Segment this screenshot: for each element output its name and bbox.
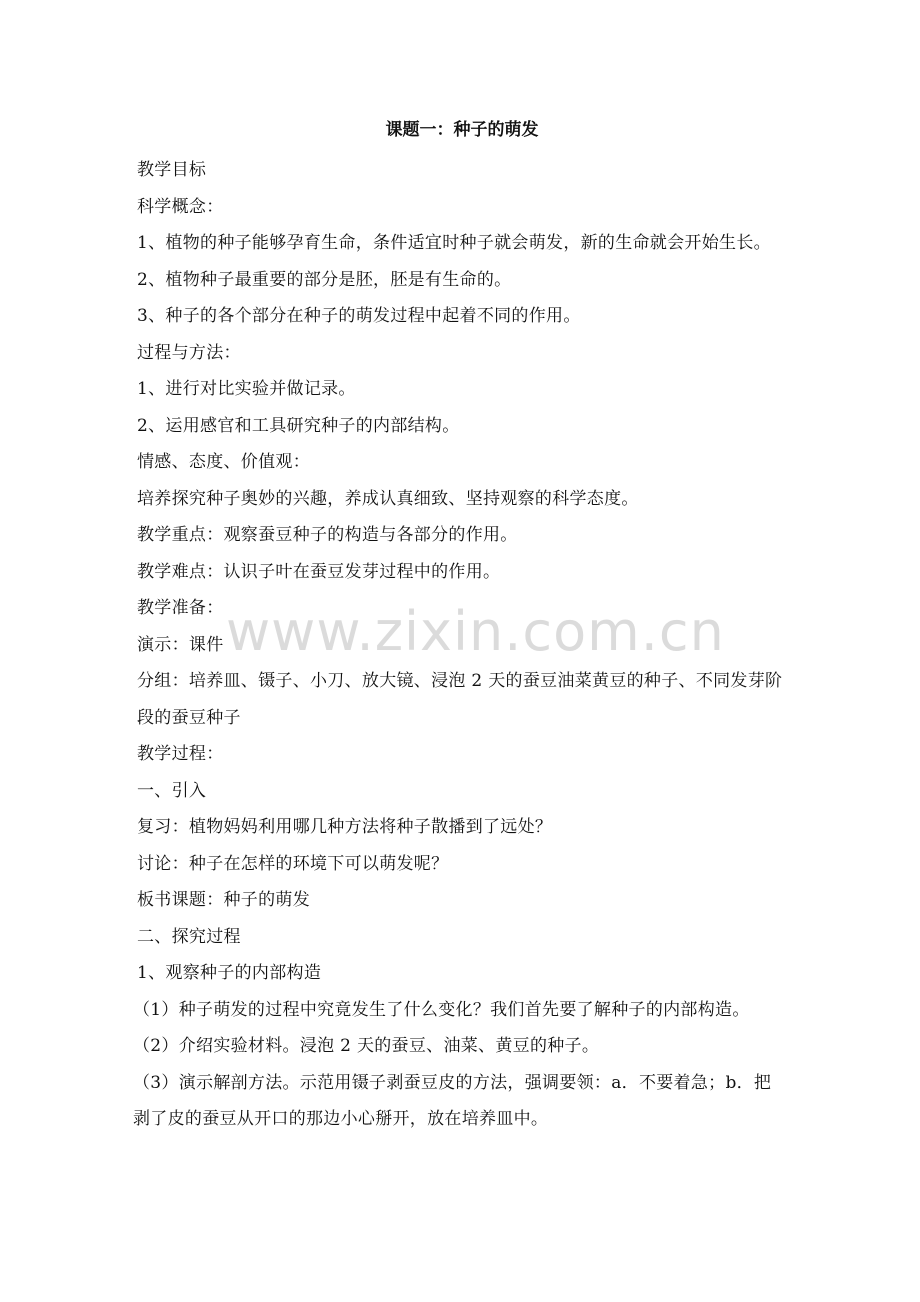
heading-attitudes-values: 情感、态度、价值观：: [137, 452, 310, 472]
document-title: 课题一：种子的萌发: [385, 120, 539, 140]
section-inquiry-process: 二、探究过程: [137, 926, 241, 947]
prep-demo: 演示：课件: [137, 634, 224, 655]
prep-group: 分组：培养皿、镊子、小刀、放大镜、浸泡 2 天的蚕豆油菜黄豆的种子、不同发芽阶段的蚕豆种子: [137, 671, 783, 728]
inquiry-step-1: 1、观察种子的内部构造: [137, 963, 322, 983]
concept-item-2: 2、植物种子最重要的部分是胚，胚是有生命的。: [137, 269, 512, 290]
concept-item-3: 3、种子的各个部分在种子的萌发过程中起着不同的作用。: [137, 306, 581, 326]
review-question: 复习：植物妈妈利用哪几种方法将种子散播到了远处？: [137, 817, 553, 837]
heading-teaching-prep: 教学准备：: [137, 598, 224, 618]
teaching-difficulty: 教学难点：认识子叶在蚕豆发芽过程中的作用。: [137, 561, 501, 582]
heading-science-concepts: 科学概念：: [137, 196, 224, 217]
board-topic: 板书课题：种子的萌发: [137, 890, 310, 910]
document-body: [133, 116, 787, 1138]
concept-item-1: 1、植物的种子能够孕育生命，条件适宜时种子就会萌发，新的生命就会开始生长。: [137, 233, 771, 253]
method-item-1: 1、进行对比实验并做记录。: [137, 379, 356, 399]
heading-teaching-goals: 教学目标: [137, 160, 207, 180]
teaching-focus: 教学重点：观察蚕豆种子的构造与各部分的作用。: [137, 525, 518, 545]
attitude-text: 培养探究种子奥妙的兴趣，养成认真细致、坚持观察的科学态度。: [137, 488, 639, 509]
inquiry-substep-2: （2）介绍实验材料。浸泡 2 天的蚕豆、油菜、黄豆的种子。: [133, 1036, 600, 1056]
heading-process-methods: 过程与方法：: [137, 342, 241, 363]
watermark: www.zixin.com.cn: [226, 600, 725, 663]
inquiry-substep-1: （1）种子萌发的过程中究竟发生了什么变化？我们首先要了解种子的内部构造。: [133, 999, 750, 1020]
section-introduction: 一、引入: [137, 780, 207, 801]
heading-teaching-process: 教学过程：: [137, 744, 224, 764]
method-item-2: 2、运用感官和工具研究种子的内部结构。: [137, 415, 460, 436]
inquiry-substep-3: （3）演示解剖方法。示范用镊子剥蚕豆皮的方法，强调要领：a．不要着急；b．把剥了皮的蚕豆从开口的那边小心掰开，放在培养皿中。: [133, 1072, 772, 1129]
discussion-question: 讨论：种子在怎样的环境下可以萌发呢？: [137, 853, 449, 874]
